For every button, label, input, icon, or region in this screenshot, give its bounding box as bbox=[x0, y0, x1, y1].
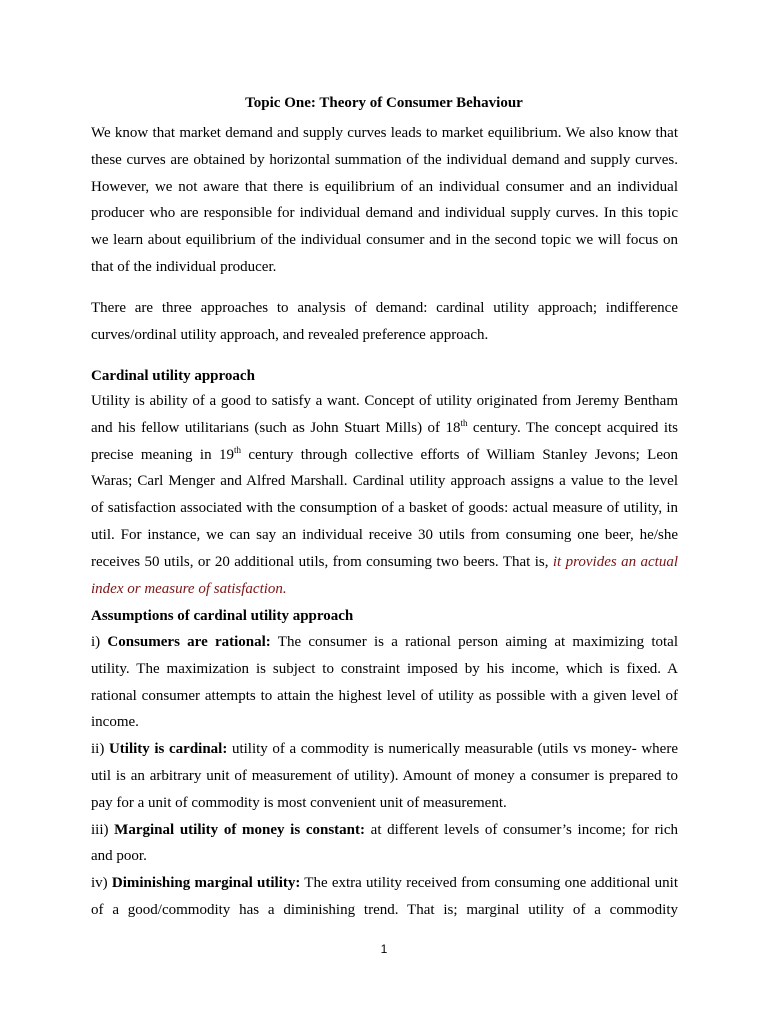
cardinal-line: Utility is ability of a good to satisfy a want. Concept of utility originated from Jeremy Bentham bbox=[91, 393, 678, 409]
cardinal-line bbox=[91, 415, 678, 442]
cardinal-text: receives 50 utils, or 20 additional utils, from consuming two beers. That is, bbox=[91, 553, 553, 570]
cardinal-line bbox=[91, 576, 678, 603]
assumption-number: iii) bbox=[91, 821, 115, 838]
assumption-line: pay for a unit of commodity is most convenient unit of measurement. bbox=[91, 794, 507, 811]
intro-line: However, we not aware that there is equilibrium of an individual consumer and an individual bbox=[91, 178, 678, 195]
page-number: 1 bbox=[380, 942, 388, 956]
assumption-title: Utility is cardinal: bbox=[108, 741, 228, 758]
assumption-line bbox=[91, 629, 678, 656]
assumption-title: Marginal utility of money is constant: bbox=[114, 821, 365, 838]
cardinal-line bbox=[91, 549, 678, 576]
assumption-text: The extra utility received from consuming one additional unit bbox=[300, 875, 678, 892]
assumption-number: i) bbox=[91, 634, 108, 650]
cardinal-text: precise meaning in 19 bbox=[91, 446, 234, 463]
cardinal-line: util. For instance, we can say an individual receive 30 utils from consuming one beer, he/she bbox=[91, 526, 678, 543]
assumption-number: iv) bbox=[91, 875, 112, 892]
intro-line: producer who are responsible for individual demand and individual supply curves. In this topic bbox=[91, 205, 678, 222]
assumption-number: ii) bbox=[91, 741, 109, 758]
assumption-line bbox=[91, 736, 678, 763]
intro-paragraph bbox=[91, 120, 678, 281]
emphasis-text: index or measure of satisfaction. bbox=[91, 580, 287, 597]
cardinal-text: and his fellow utilitarians (such as John Stuart Mills) of 18 bbox=[91, 419, 461, 436]
approaches-line: There are three approaches to analysis of demand: cardinal utility approach; indifference bbox=[91, 300, 678, 316]
emphasis-text: it provides an actual bbox=[552, 553, 678, 570]
assumption-title: Diminishing marginal utility: bbox=[111, 875, 301, 892]
assumption-title: Consumers are rational: bbox=[107, 634, 271, 650]
cardinal-text: century. The concept acquired its bbox=[467, 419, 678, 436]
page-title: Topic One: Theory of Consumer Behaviour bbox=[245, 95, 523, 111]
intro-line: We know that market demand and supply curves leads to market equilibrium. We also know that bbox=[91, 125, 678, 141]
assumption-line bbox=[91, 870, 678, 897]
cardinal-text: century through collective efforts of William Stanley Jevons; Leon bbox=[241, 446, 678, 463]
cardinal-line bbox=[91, 442, 678, 469]
approaches-line: curves/ordinal utility approach, and revealed preference approach. bbox=[91, 326, 489, 343]
approaches-paragraph bbox=[91, 295, 678, 349]
assumption-text: The consumer is a rational person aiming at maximizing total bbox=[270, 634, 678, 650]
assumption-line: rational consumer attempts to attain the highest level of utility as possible with a given level of bbox=[91, 687, 678, 704]
cardinal-line: of satisfaction associated with the consumption of a basket of goods: actual measure of utility, in bbox=[91, 500, 678, 517]
assumption-line: of a good/commodity has a diminishing trend. That is; marginal utility of a commodity bbox=[91, 901, 678, 918]
assumption-text: utility of a commodity is numerically measurable (utils vs money- where bbox=[227, 741, 678, 758]
cardinal-paragraph bbox=[91, 388, 678, 602]
intro-line: these curves are obtained by horizontal summation of the individual demand and supply curves. bbox=[91, 151, 678, 168]
superscript: th bbox=[460, 417, 468, 428]
assumption-text: at different levels of consumer’s income; for rich bbox=[365, 821, 678, 838]
assumption-line: utility. The maximization is subject to constraint imposed by his income, which is fixed. A bbox=[91, 660, 678, 677]
intro-line: that of the individual producer. bbox=[91, 258, 277, 275]
intro-line: we learn about equilibrium of the individual consumer and in the second topic we will focus on bbox=[91, 232, 678, 249]
cardinal-utility-heading: Cardinal utility approach bbox=[91, 368, 255, 384]
assumptions-heading: Assumptions of cardinal utility approach bbox=[91, 608, 354, 624]
assumption-line: and poor. bbox=[91, 848, 147, 865]
assumption-line bbox=[91, 817, 678, 844]
assumption-line: income. bbox=[91, 714, 139, 731]
assumptions-list bbox=[91, 629, 678, 924]
cardinal-line: Waras; Carl Menger and Alfred Marshall. Cardinal utility approach assigns a value to the level bbox=[91, 473, 678, 490]
assumption-line: util is an arbitrary unit of measurement of utility). Amount of money a consumer is prepared to bbox=[91, 767, 678, 784]
superscript: th bbox=[233, 444, 241, 455]
